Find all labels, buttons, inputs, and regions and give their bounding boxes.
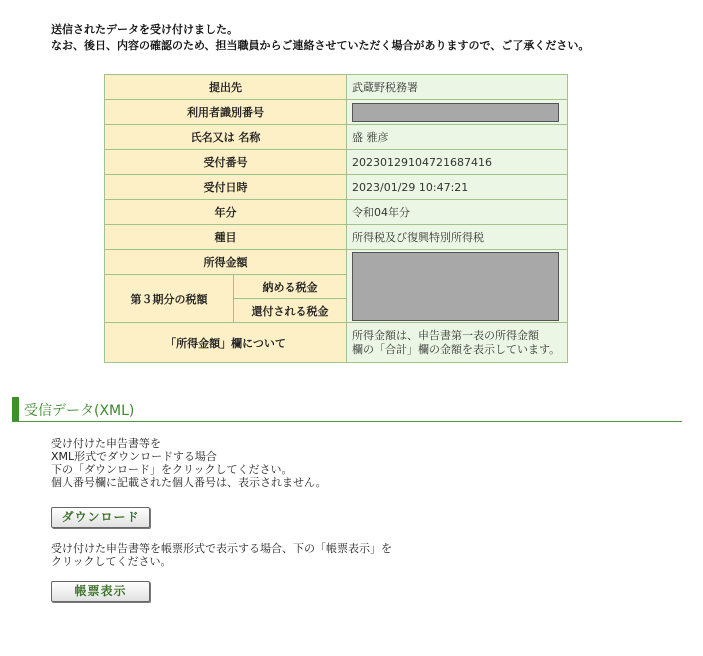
confirmation-line-1: 送信されたデータを受け付けました。	[51, 23, 238, 36]
tax-type-label: 種目	[105, 225, 347, 250]
confirmation-line-2: なお、後日、内容の確認のため、担当職員からご連絡させていただく場合がありますので、ご了承ください。	[51, 39, 590, 52]
receipt-table	[104, 74, 568, 363]
tax-year-value: 令和04年分	[347, 200, 568, 225]
user-id-label: 利用者識別番号	[105, 100, 347, 125]
amounts-value	[347, 250, 568, 323]
income-note-line-2: 欄の「合計」欄の金額を表示しています。	[352, 342, 561, 356]
form-display-instructions	[51, 542, 392, 568]
form-display-button[interactable]: 帳票表示	[51, 581, 150, 602]
submit-to-label: 提出先	[105, 75, 347, 100]
submit-to-value: 武蔵野税務署	[347, 75, 568, 100]
tax-payable-label: 納める税金	[234, 275, 347, 299]
section-title: 受信データ(XML)	[24, 403, 135, 419]
name-value: 盛 雅彦	[347, 125, 568, 150]
download-instructions-line: 受け付けた申告書等を	[51, 437, 161, 450]
user-id-redacted	[352, 103, 559, 122]
confirmation-message	[51, 22, 589, 54]
income-label: 所得金額	[105, 250, 347, 275]
download-instructions-line: 個人番号欄に記載された個人番号は、表示されません。	[51, 476, 327, 489]
amounts-redacted	[352, 252, 559, 321]
tax-type-value: 所得税及び復興特別所得税	[347, 225, 568, 250]
tax-year-label: 年分	[105, 200, 347, 225]
download-instructions-line: XML形式でダウンロードする場合	[51, 450, 217, 463]
download-instructions-line: 下の「ダウンロード」をクリックしてください。	[51, 463, 293, 476]
income-note-line-1: 所得金額は、申告書第一表の所得金額	[352, 328, 539, 342]
download-button[interactable]: ダウンロード	[51, 507, 150, 528]
tax-refund-label: 還付される税金	[234, 299, 347, 323]
income-note-label: 「所得金額」欄について	[105, 323, 347, 363]
received-data-section-header	[12, 397, 682, 422]
receipt-datetime-label: 受付日時	[105, 175, 347, 200]
receipt-number-label: 受付番号	[105, 150, 347, 175]
download-instructions	[51, 437, 327, 489]
income-note-value	[347, 323, 568, 363]
receipt-number-value: 20230129104721687416	[347, 150, 568, 175]
user-id-value	[347, 100, 568, 125]
third-period-tax-label: 第３期分の税額	[105, 275, 234, 323]
receipt-datetime-value: 2023/01/29 10:47:21	[347, 175, 568, 200]
form-display-instructions-line: 受け付けた申告書等を帳票形式で表示する場合、下の「帳票表示」を	[51, 542, 392, 555]
name-label: 氏名又は 名称	[105, 125, 347, 150]
section-accent-bar	[12, 397, 19, 421]
form-display-instructions-line: クリックしてください。	[51, 555, 172, 568]
